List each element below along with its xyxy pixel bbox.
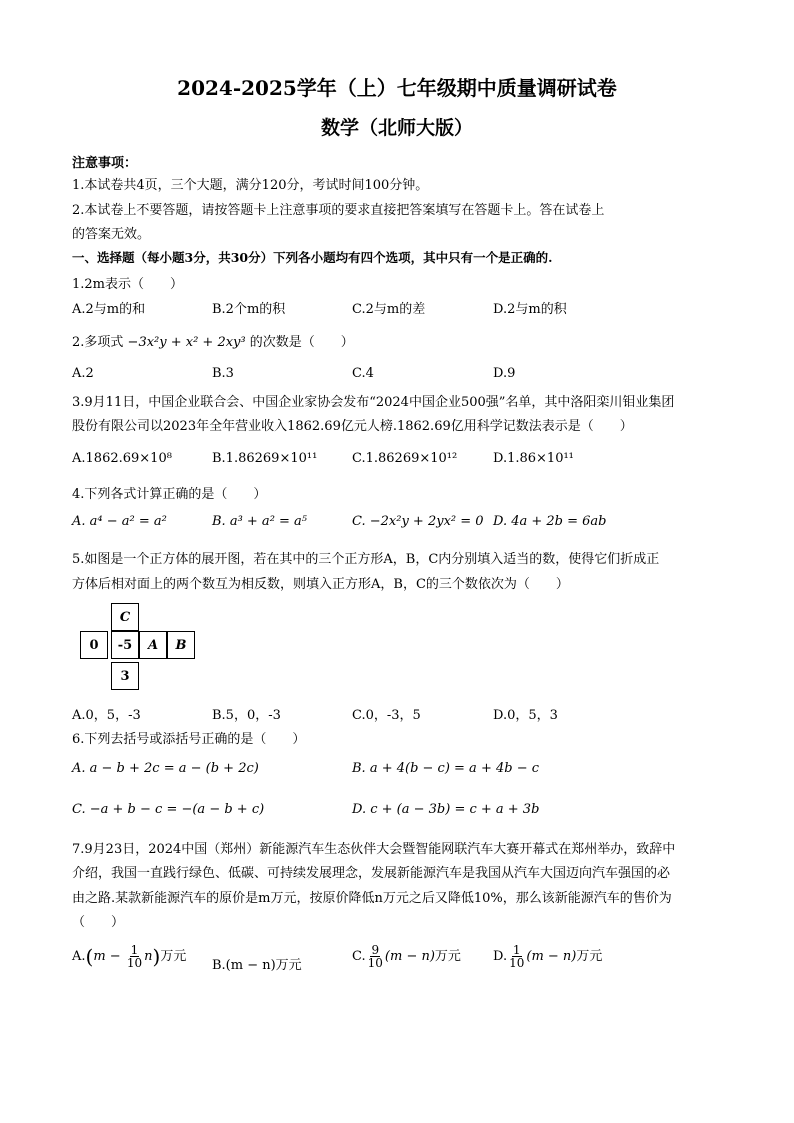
q2-option-d: D.9 (493, 366, 516, 381)
net-cell-3: 3 (111, 662, 139, 690)
q5-option-b: B.5，0，-3 (212, 708, 281, 723)
q5-line-1: 5.如图是一个正方体的展开图，若在其中的三个正方形A，B，C内分别填入适当的数，使得它们折成正 (72, 552, 660, 567)
q5-option-a: A.0，5，-3 (72, 708, 141, 723)
q7-line-3: 由之路.某款新能源汽车的原价是m万元，按原价降低n万元之后又降低10%，那么该新能源汽车的售价为 (72, 891, 672, 906)
q1-option-d: D.2与m的积 (493, 302, 567, 317)
q1-option-b: B.2个m的积 (212, 302, 286, 317)
q7-a-fraction (127, 944, 142, 969)
q7-c-fraction (368, 944, 383, 969)
q4-stem: 4.下列各式计算正确的是（ ） (72, 487, 267, 502)
net-cell-b: B (167, 631, 195, 659)
q7-d-expr: (m − n) (526, 949, 577, 964)
net-cell-c: C (111, 603, 139, 631)
q7-c-frac-den: 10 (367, 956, 383, 970)
net-cell-minus5: -5 (111, 631, 139, 659)
exam-title: 2024-2025学年（上）七年级期中质量调研试卷 (177, 76, 617, 100)
q3-option-a: A.1862.69×10⁸ (72, 451, 172, 466)
q2-stem (72, 331, 354, 350)
exam-subtitle: 数学（北师大版） (320, 117, 473, 139)
q4-option-d: D. 4a + 2b = 6ab (493, 514, 607, 529)
q6-option-c: C. −a + b − c = −(a − b + c) (72, 802, 265, 817)
q3-option-c: C.1.86269×10¹² (352, 451, 458, 466)
q2-stem-post: 的次数是（ ） (249, 335, 354, 350)
q1-stem: 1.2m表示（ ） (72, 277, 184, 292)
q3-line-1: 3.9月11日，中国企业联合会、中国企业家协会发布“2024中国企业500强”名单，其中洛阳栾川钼业集团 (72, 395, 675, 410)
q7-option-c (352, 944, 461, 969)
q5-option-d: D.0，5，3 (493, 708, 558, 723)
q7-a-expr2: n (144, 949, 153, 964)
q6-option-b: B. a + 4(b − c) = a + 4b − c (352, 761, 539, 776)
q3-option-d: D.1.86×10¹¹ (493, 451, 574, 466)
section-1-heading: 一、选择题（每小题3分，共30分）下列各小题均有四个选项，其中只有一个是正确的. (72, 250, 553, 265)
q7-a-expr1: m − (93, 949, 121, 964)
q7-c-label: C. (352, 949, 366, 964)
q5-line-2: 方体后相对面上的两个数互为相反数，则填入正方形A，B，C的三个数依次为（ ） (72, 577, 569, 592)
q7-d-frac-num: 1 (512, 943, 521, 957)
q2-option-c: C.4 (352, 366, 374, 381)
q7-a-frac-den: 10 (126, 956, 143, 970)
notice-heading: 注意事项： (72, 156, 138, 171)
q7-d-label: D. (493, 949, 508, 964)
q4-option-c: C. −2x²y + 2yx² = 0 (352, 514, 484, 529)
q7-d-fraction (509, 944, 524, 969)
q7-c-expr: (m − n) (384, 949, 435, 964)
q7-c-unit: 万元 (434, 949, 461, 964)
q7-c-frac-num: 9 (371, 943, 380, 957)
q7-line-1: 7.9月23日，2024中国（郑州）新能源汽车生态伙伴大会暨智能网联汽车大赛开幕式在郑州举办，致辞中 (72, 842, 676, 857)
notice-line-2a: 2.本试卷上不要答题，请按答题卡上注意事项的要求直接把答案填写在答题卡上。答在试卷上 (72, 203, 605, 218)
notice-line-1: 1.本试卷共4页，三个大题，满分120分，考试时间100分钟。 (72, 178, 429, 193)
q3-option-b: B.1.86269×10¹¹ (212, 451, 318, 466)
q7-a-label: A. (72, 949, 86, 964)
q7-line-2: 介绍，我国一直践行绿色、低碳、可持续发展理念，发展新能源汽车是我国从汽车大国迈向汽车强国的必 (72, 866, 671, 881)
q6-option-a: A. a − b + 2c = a − (b + 2c) (72, 761, 259, 776)
net-cell-0: 0 (80, 631, 108, 659)
q1-option-c: C.2与m的差 (352, 302, 426, 317)
q6-option-d: D. c + (a − 3b) = c + a + 3b (352, 802, 540, 817)
q4-option-b: B. a³ + a² = a⁵ (212, 514, 308, 529)
q3-line-2: 股份有限公司以2023年全年营业收入1862.69亿元人榜.1862.69亿用科学记数法表示是（ ） (72, 419, 633, 434)
q7-a-frac-num: 1 (130, 943, 139, 957)
q2-polynomial: −3x²y + x² + 2xy³ (127, 335, 246, 350)
q2-option-b: B.3 (212, 366, 234, 381)
net-cell-a: A (139, 631, 167, 659)
q6-stem: 6.下列去括号或添括号正确的是（ ） (72, 732, 306, 747)
q7-a-unit: 万元 (160, 949, 187, 964)
q1-option-a: A.2与m的和 (72, 302, 146, 317)
cube-net-figure (80, 603, 200, 691)
q5-option-c: C.0，-3，5 (352, 708, 421, 723)
q2-option-a: A.2 (72, 366, 94, 381)
q7-option-b: B.(m − n)万元 (212, 958, 302, 973)
q7-d-frac-den: 10 (509, 956, 525, 970)
q7-option-a: A.(m − $\frac{1}{10}$ n)万元 (72, 943, 187, 970)
notice-line-2b: 的答案无效。 (72, 227, 151, 242)
q7-line-4: （ ） (72, 915, 125, 930)
q7-option-d (493, 944, 602, 969)
q4-option-a: A. a⁴ − a² = a² (72, 514, 167, 529)
q7-d-unit: 万元 (576, 949, 603, 964)
q2-stem-pre: 2.多项式 (72, 335, 124, 350)
